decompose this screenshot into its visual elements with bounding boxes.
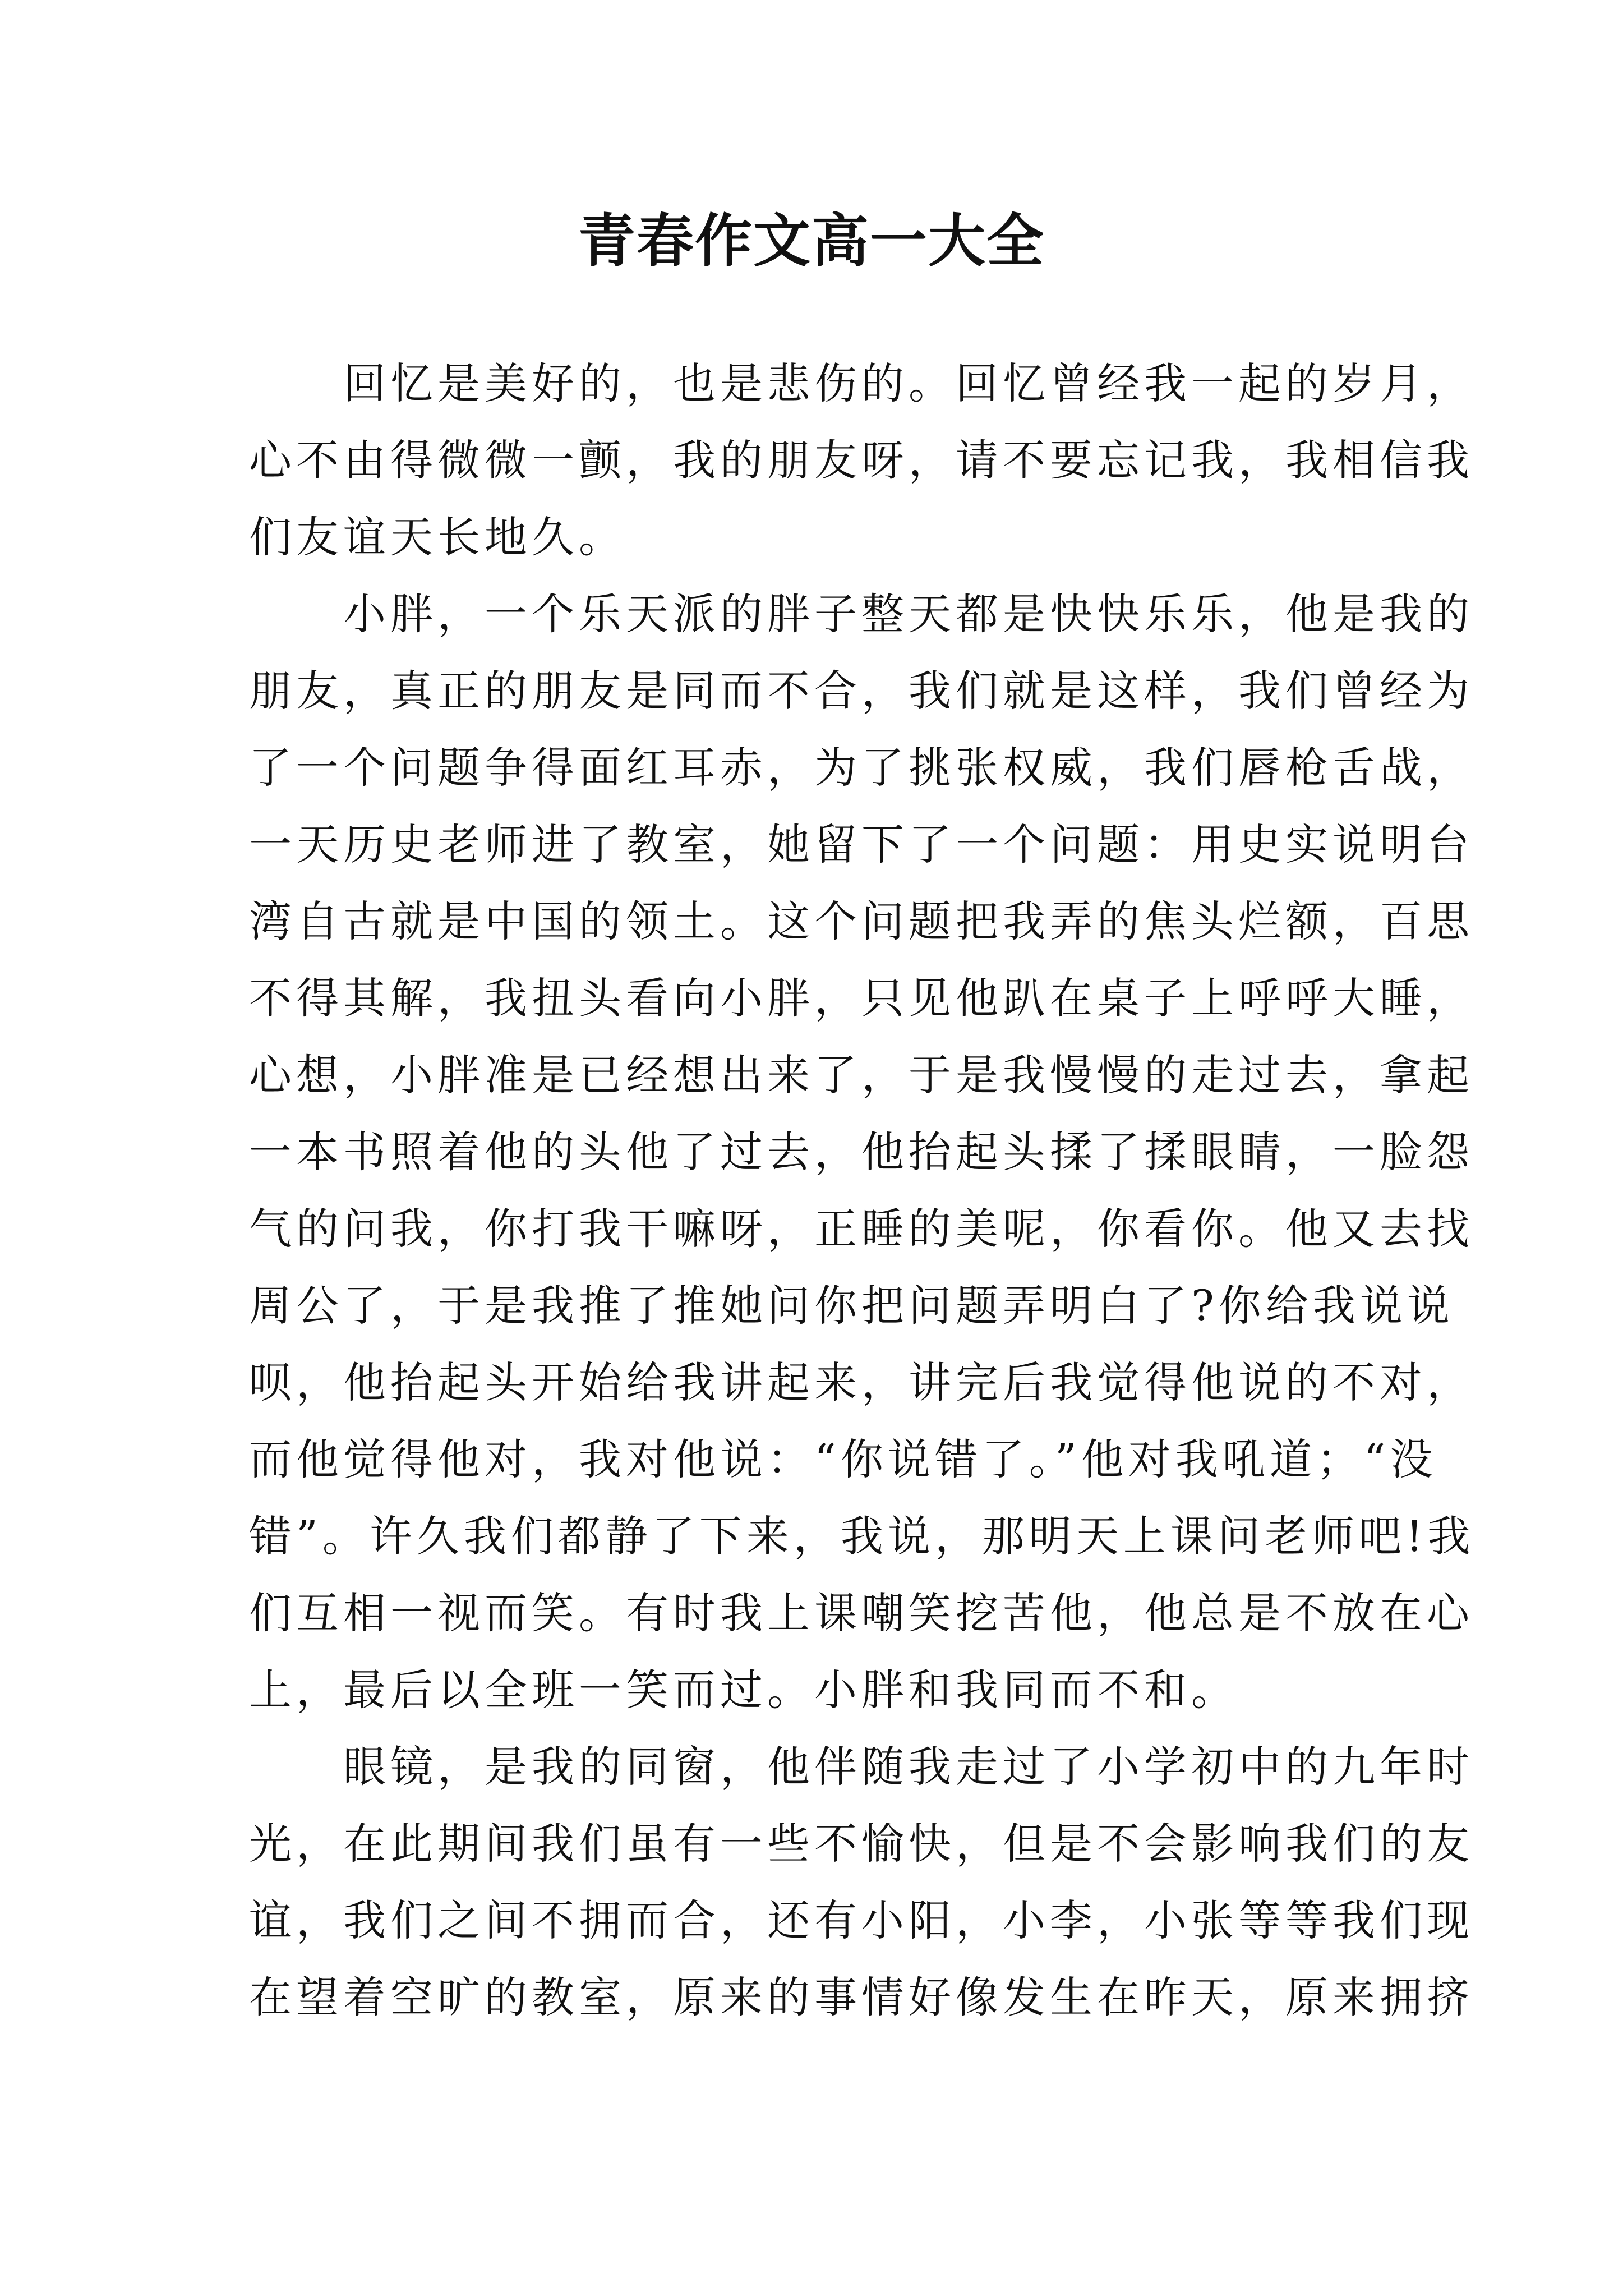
text-line: 回忆是美好的，也是悲伤的。回忆曾经我一起的岁月，: [343, 358, 1474, 408]
text-line: 上，最后以全班一笑而过。小胖和我同而不和。: [249, 1665, 1238, 1715]
text-line: 一天历史老师进了教室，她留下了一个问题：用史实说明台: [249, 820, 1474, 869]
text-line: 周公了，于是我推了推她问你把问题弄明白了?你给我说说: [249, 1281, 1454, 1331]
text-line: 光，在此期间我们虽有一些不愉快，但是不会影响我们的友: [249, 1819, 1474, 1869]
text-line: 呗，他抬起头开始给我讲起来，讲完后我觉得他说的不对，: [249, 1358, 1474, 1407]
text-line: 心想，小胖准是已经想出来了，于是我慢慢的走过去，拿起: [249, 1050, 1474, 1100]
text-line: 心不由得微微一颤，我的朋友呀，请不要忘记我，我相信我: [249, 435, 1474, 485]
text-line: 而他觉得他对，我对他说：“你说错了。”他对我吼道；“没: [249, 1434, 1437, 1484]
text-line: 们友谊天长地久。: [249, 512, 626, 562]
text-line: 谊，我们之间不拥而合，还有小阳，小李，小张等等我们现: [249, 1895, 1474, 1945]
text-line: 小胖，一个乐天派的胖子整天都是快快乐乐，他是我的: [343, 589, 1474, 639]
text-line: 了一个问题争得面红耳赤，为了挑张权威，我们唇枪舌战，: [249, 743, 1474, 793]
text-line: 错”。许久我们都静了下来，我说，那明天上课问老师吧!我: [249, 1511, 1475, 1561]
document-body: [249, 345, 1475, 2036]
text-line: 不得其解，我扭头看向小胖，只见他趴在桌子上呼呼大睡，: [249, 973, 1474, 1023]
text-line: 湾自古就是中国的领土。这个问题把我弄的焦头烂额，百思: [249, 896, 1474, 946]
text-line: 气的问我，你打我干嘛呀，正睡的美呢，你看你。他又去找: [249, 1204, 1474, 1254]
text-line: 在望着空旷的教室，原来的事情好像发生在昨天，原来拥挤: [249, 1972, 1474, 2022]
text-line: 一本书照着他的头他了过去，他抬起头揉了揉眼睛，一脸怨: [249, 1127, 1474, 1177]
document-title: 青春作文高一大全: [578, 208, 1045, 275]
text-line: 朋友，真正的朋友是同而不合，我们就是这样，我们曾经为: [249, 666, 1474, 716]
text-line: 们互相一视而笑。有时我上课嘲笑挖苦他，他总是不放在心: [249, 1588, 1474, 1638]
text-line: 眼镜，是我的同窗，他伴随我走过了小学初中的九年时: [343, 1742, 1474, 1792]
